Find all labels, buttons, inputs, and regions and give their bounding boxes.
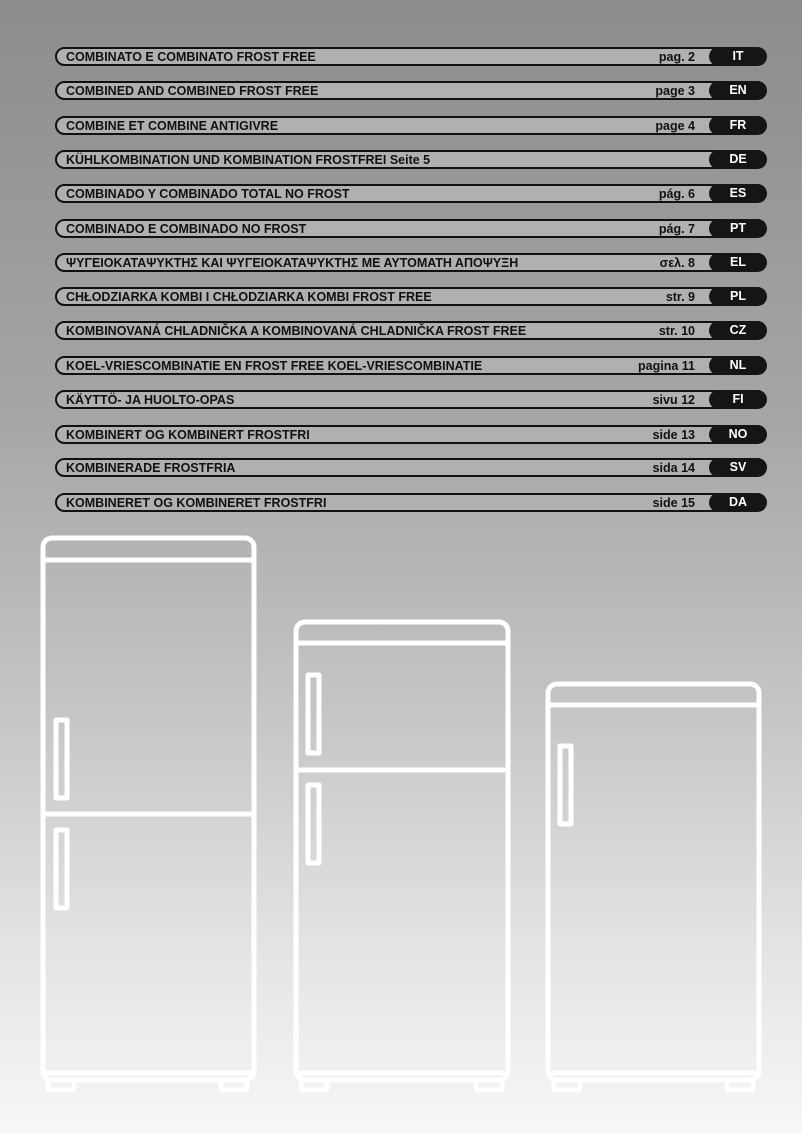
toc-title: KÜHLKOMBINATION UND KOMBINATION FROSTFREI Seite 5 — [66, 153, 431, 167]
language-code-badge: PL — [709, 287, 767, 306]
toc-title: COMBINADO Y COMBINADO TOTAL NO FROST — [66, 187, 350, 201]
language-code-badge: DA — [709, 493, 767, 512]
toc-page: side 15 — [652, 496, 695, 510]
fridge-illustrations — [0, 530, 802, 1134]
toc-row-nl[interactable] — [55, 356, 767, 375]
language-code-badge: SV — [709, 458, 767, 477]
language-code-badge: FR — [709, 116, 767, 135]
toc-page: pág. 7 — [658, 222, 695, 236]
toc-row-pt[interactable] — [55, 219, 767, 238]
toc-title: CHŁODZIARKA KOMBI I CHŁODZIARKA KOMBI FROST FREE — [66, 290, 432, 304]
language-index — [0, 0, 802, 530]
toc-title: COMBINED AND COMBINED FROST FREE — [66, 84, 319, 98]
toc-row-es[interactable] — [55, 184, 767, 203]
tall-fridge-illustration — [43, 538, 254, 1090]
toc-title: KOEL-VRIESCOMBINATIE EN FROST FREE KOEL-VRIESCOMBINATIE — [66, 359, 483, 373]
toc-title: KOMBINERADE FROSTFRIA — [66, 461, 236, 475]
toc-page: page 3 — [655, 84, 695, 98]
language-code-badge: EN — [709, 81, 767, 100]
toc-title: KÄYTTÖ- JA HUOLTO-OPAS — [66, 393, 235, 407]
language-code-badge: CZ — [709, 321, 767, 340]
toc-page: sida 14 — [652, 461, 695, 475]
language-code-badge: PT — [709, 219, 767, 238]
toc-row-el[interactable] — [55, 253, 767, 272]
toc-row-sv[interactable] — [55, 458, 767, 477]
toc-row-en[interactable] — [55, 81, 767, 100]
toc-page: pág. 6 — [658, 187, 695, 201]
toc-row-fr[interactable] — [55, 116, 767, 135]
toc-page: page 4 — [655, 119, 695, 133]
language-code-badge: ES — [709, 184, 767, 203]
toc-row-fi[interactable] — [55, 390, 767, 409]
toc-title: COMBINADO E COMBINADO NO FROST — [66, 222, 307, 236]
toc-title: COMBINE ET COMBINE ANTIGIVRE — [66, 119, 279, 133]
toc-row-it[interactable] — [55, 47, 767, 66]
toc-row-de[interactable] — [55, 150, 767, 169]
language-code-badge: FI — [709, 390, 767, 409]
toc-page: side 13 — [652, 428, 695, 442]
medium-fridge-illustration — [296, 622, 508, 1090]
toc-page: sivu 12 — [652, 393, 695, 407]
toc-page: str. 10 — [658, 324, 695, 338]
toc-row-no[interactable] — [55, 425, 767, 444]
language-code-badge: NO — [709, 425, 767, 444]
toc-page: σελ. 8 — [659, 256, 695, 270]
toc-page: pag. 2 — [658, 50, 695, 64]
language-code-badge: DE — [709, 150, 767, 169]
toc-page: str. 9 — [665, 290, 695, 304]
toc-title: ΨΥΓΕΙΟΚΑΤΑΨΥΚΤΗΣ ΚΑΙ ΨΥΓΕΙΟΚΑΤΑΨΥΚΤΗΣ ΜΕ ΑΥΤΟΜΑΤΗ ΑΠΟΨΥΞΗ — [66, 256, 519, 270]
language-code-badge: IT — [709, 47, 767, 66]
language-code-badge: EL — [709, 253, 767, 272]
toc-page: pagina 11 — [638, 359, 695, 373]
language-code-badge: NL — [709, 356, 767, 375]
toc-title: KOMBINOVANÁ CHLADNIČKA A KOMBINOVANÁ CHLADNIČKA FROST FREE — [66, 324, 527, 338]
toc-row-pl[interactable] — [55, 287, 767, 306]
toc-title: COMBINATO E COMBINATO FROST FREE — [66, 50, 316, 64]
toc-title: KOMBINERET OG KOMBINERET FROSTFRI — [66, 496, 327, 510]
toc-title: KOMBINERT OG KOMBINERT FROSTFRI — [66, 428, 310, 442]
toc-row-da[interactable] — [55, 493, 767, 512]
toc-row-cz[interactable] — [55, 321, 767, 340]
single-door-fridge-illustration — [548, 684, 759, 1090]
